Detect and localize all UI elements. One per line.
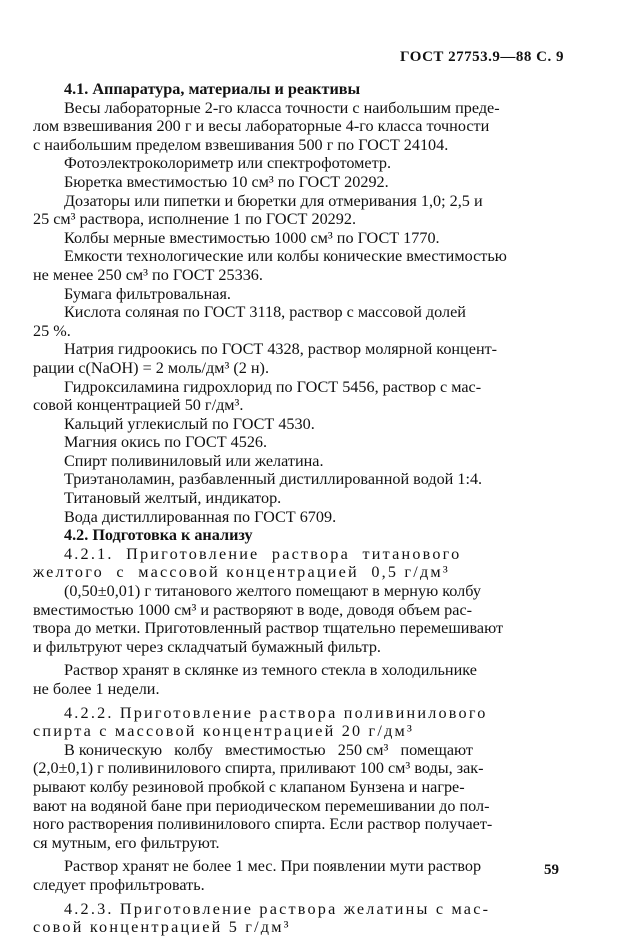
- text-line: следует профильтровать.: [33, 875, 205, 894]
- text-line: совой концентрацией 50 г/дм³.: [33, 396, 244, 415]
- text-line: Бумага фильтровальная.: [64, 284, 231, 303]
- text-line: Емкости технологические или колбы конические вместимостью: [64, 247, 507, 266]
- text-line: вают на водяной бане при периодическом перемешивании до пол-: [33, 796, 490, 815]
- text-line: Титановый желтый, индикатор.: [64, 489, 282, 508]
- text-line: Кислота соляная по ГОСТ 3118, раствор с массовой долей: [64, 303, 466, 322]
- text-line: рации c(NaOH) = 2 моль/дм³ (2 н).: [33, 358, 269, 377]
- subsection-heading-4-2-3: 4.2.3. Приготовление раствора желатины с мас-: [64, 899, 491, 918]
- subsection-heading-4-2-3-cont: совой концентрацией 5 г/дм³: [33, 918, 291, 937]
- text-line: Раствор хранят не более 1 мес. При появлении мути раствор: [64, 857, 482, 876]
- text-line: 25 %.: [33, 321, 71, 340]
- text-line: ного растворения поливинилового спирта. Если раствор получает-: [33, 815, 493, 834]
- text-line: Гидроксиламина гидрохлорид по ГОСТ 5456, раствор с мас-: [64, 377, 482, 396]
- text-line: и фильтруют через складчатый бумажный фильтр.: [33, 637, 381, 656]
- subsection-heading-4-2-2-cont: спирта с массовой концентрацией 20 г/дм³: [33, 722, 415, 741]
- text-line: лом взвешивания 200 г и весы лабораторные 4-го класса точности: [33, 117, 490, 136]
- text-line: с наибольшим пределом взвешивания 500 г по ГОСТ 24104.: [33, 135, 449, 154]
- page-number: 59: [544, 862, 559, 878]
- subsection-heading-4-2-2: 4.2.2. Приготовление раствора поливинилового: [64, 703, 488, 722]
- text-line: ся мутным, его фильтруют.: [33, 833, 220, 852]
- text-line: 25 см³ раствора, исполнение 1 по ГОСТ 20292.: [33, 210, 357, 229]
- text-line: Натрия гидроокись по ГОСТ 4328, раствор молярной концент-: [64, 340, 498, 359]
- text-line: Вода дистиллированная по ГОСТ 6709.: [64, 507, 337, 526]
- text-line: не более 1 недели.: [33, 680, 160, 698]
- text-line: Весы лабораторные 2-го класса точности с наибольшим преде-: [64, 98, 500, 117]
- text-line: Кальций углекислый по ГОСТ 4530.: [64, 414, 315, 433]
- text-line: вместимостью 1000 см³ и растворяют в воде, доводя объем рас-: [33, 600, 473, 619]
- subsection-heading-4-2-1: 4.2.1. Приготовление раствора титанового: [64, 544, 462, 563]
- text-line: Дозаторы или пипетки и бюретки для отмеривания 1,0; 2,5 и: [64, 191, 483, 210]
- subsection-heading-4-2-1-cont: желтого с массовой концентрацией 0,5 г/дм³: [33, 563, 450, 582]
- text-line: (0,50±0,01) г титанового желтого помещают в мерную колбу: [64, 582, 481, 601]
- text-line: Магния окись по ГОСТ 4526.: [64, 433, 268, 452]
- text-line: Раствор хранят в склянке из темного стекла в холодильнике: [64, 661, 477, 680]
- text-line: Спирт поливиниловый или желатина.: [64, 451, 324, 470]
- document-body: [33, 80, 564, 937]
- text-line: не менее 250 см³ по ГОСТ 25336.: [33, 265, 263, 284]
- text-line: Фотоэлектроколориметр или спектрофотометр.: [64, 154, 391, 173]
- text-line: Бюретка вместимостью 10 см³ по ГОСТ 20292.: [64, 172, 389, 191]
- text-line: твора до метки. Приготовленный раствор тщательно перемешивают: [33, 619, 504, 638]
- running-head: ГОСТ 27753.9—88 С. 9: [400, 49, 564, 65]
- text-line: рывают колбу резиновой пробкой с клапаном Бунзена и нагре-: [33, 777, 465, 796]
- text-line: Триэтаноламин, разбавленный дистиллированной водой 1:4.: [64, 470, 483, 489]
- section-heading-4-1: 4.1. Аппаратура, материалы и реактивы: [64, 80, 361, 98]
- text-line: (2,0±0,1) г поливинилового спирта, приливают 100 см³ воды, зак-: [33, 759, 484, 778]
- section-heading-4-2: 4.2. Подготовка к анализу: [64, 526, 253, 545]
- text-line: В коническую колбу вместимостью 250 см³ помещают: [64, 740, 474, 759]
- text-line: Колбы мерные вместимостью 1000 см³ по ГОСТ 1770.: [64, 228, 440, 247]
